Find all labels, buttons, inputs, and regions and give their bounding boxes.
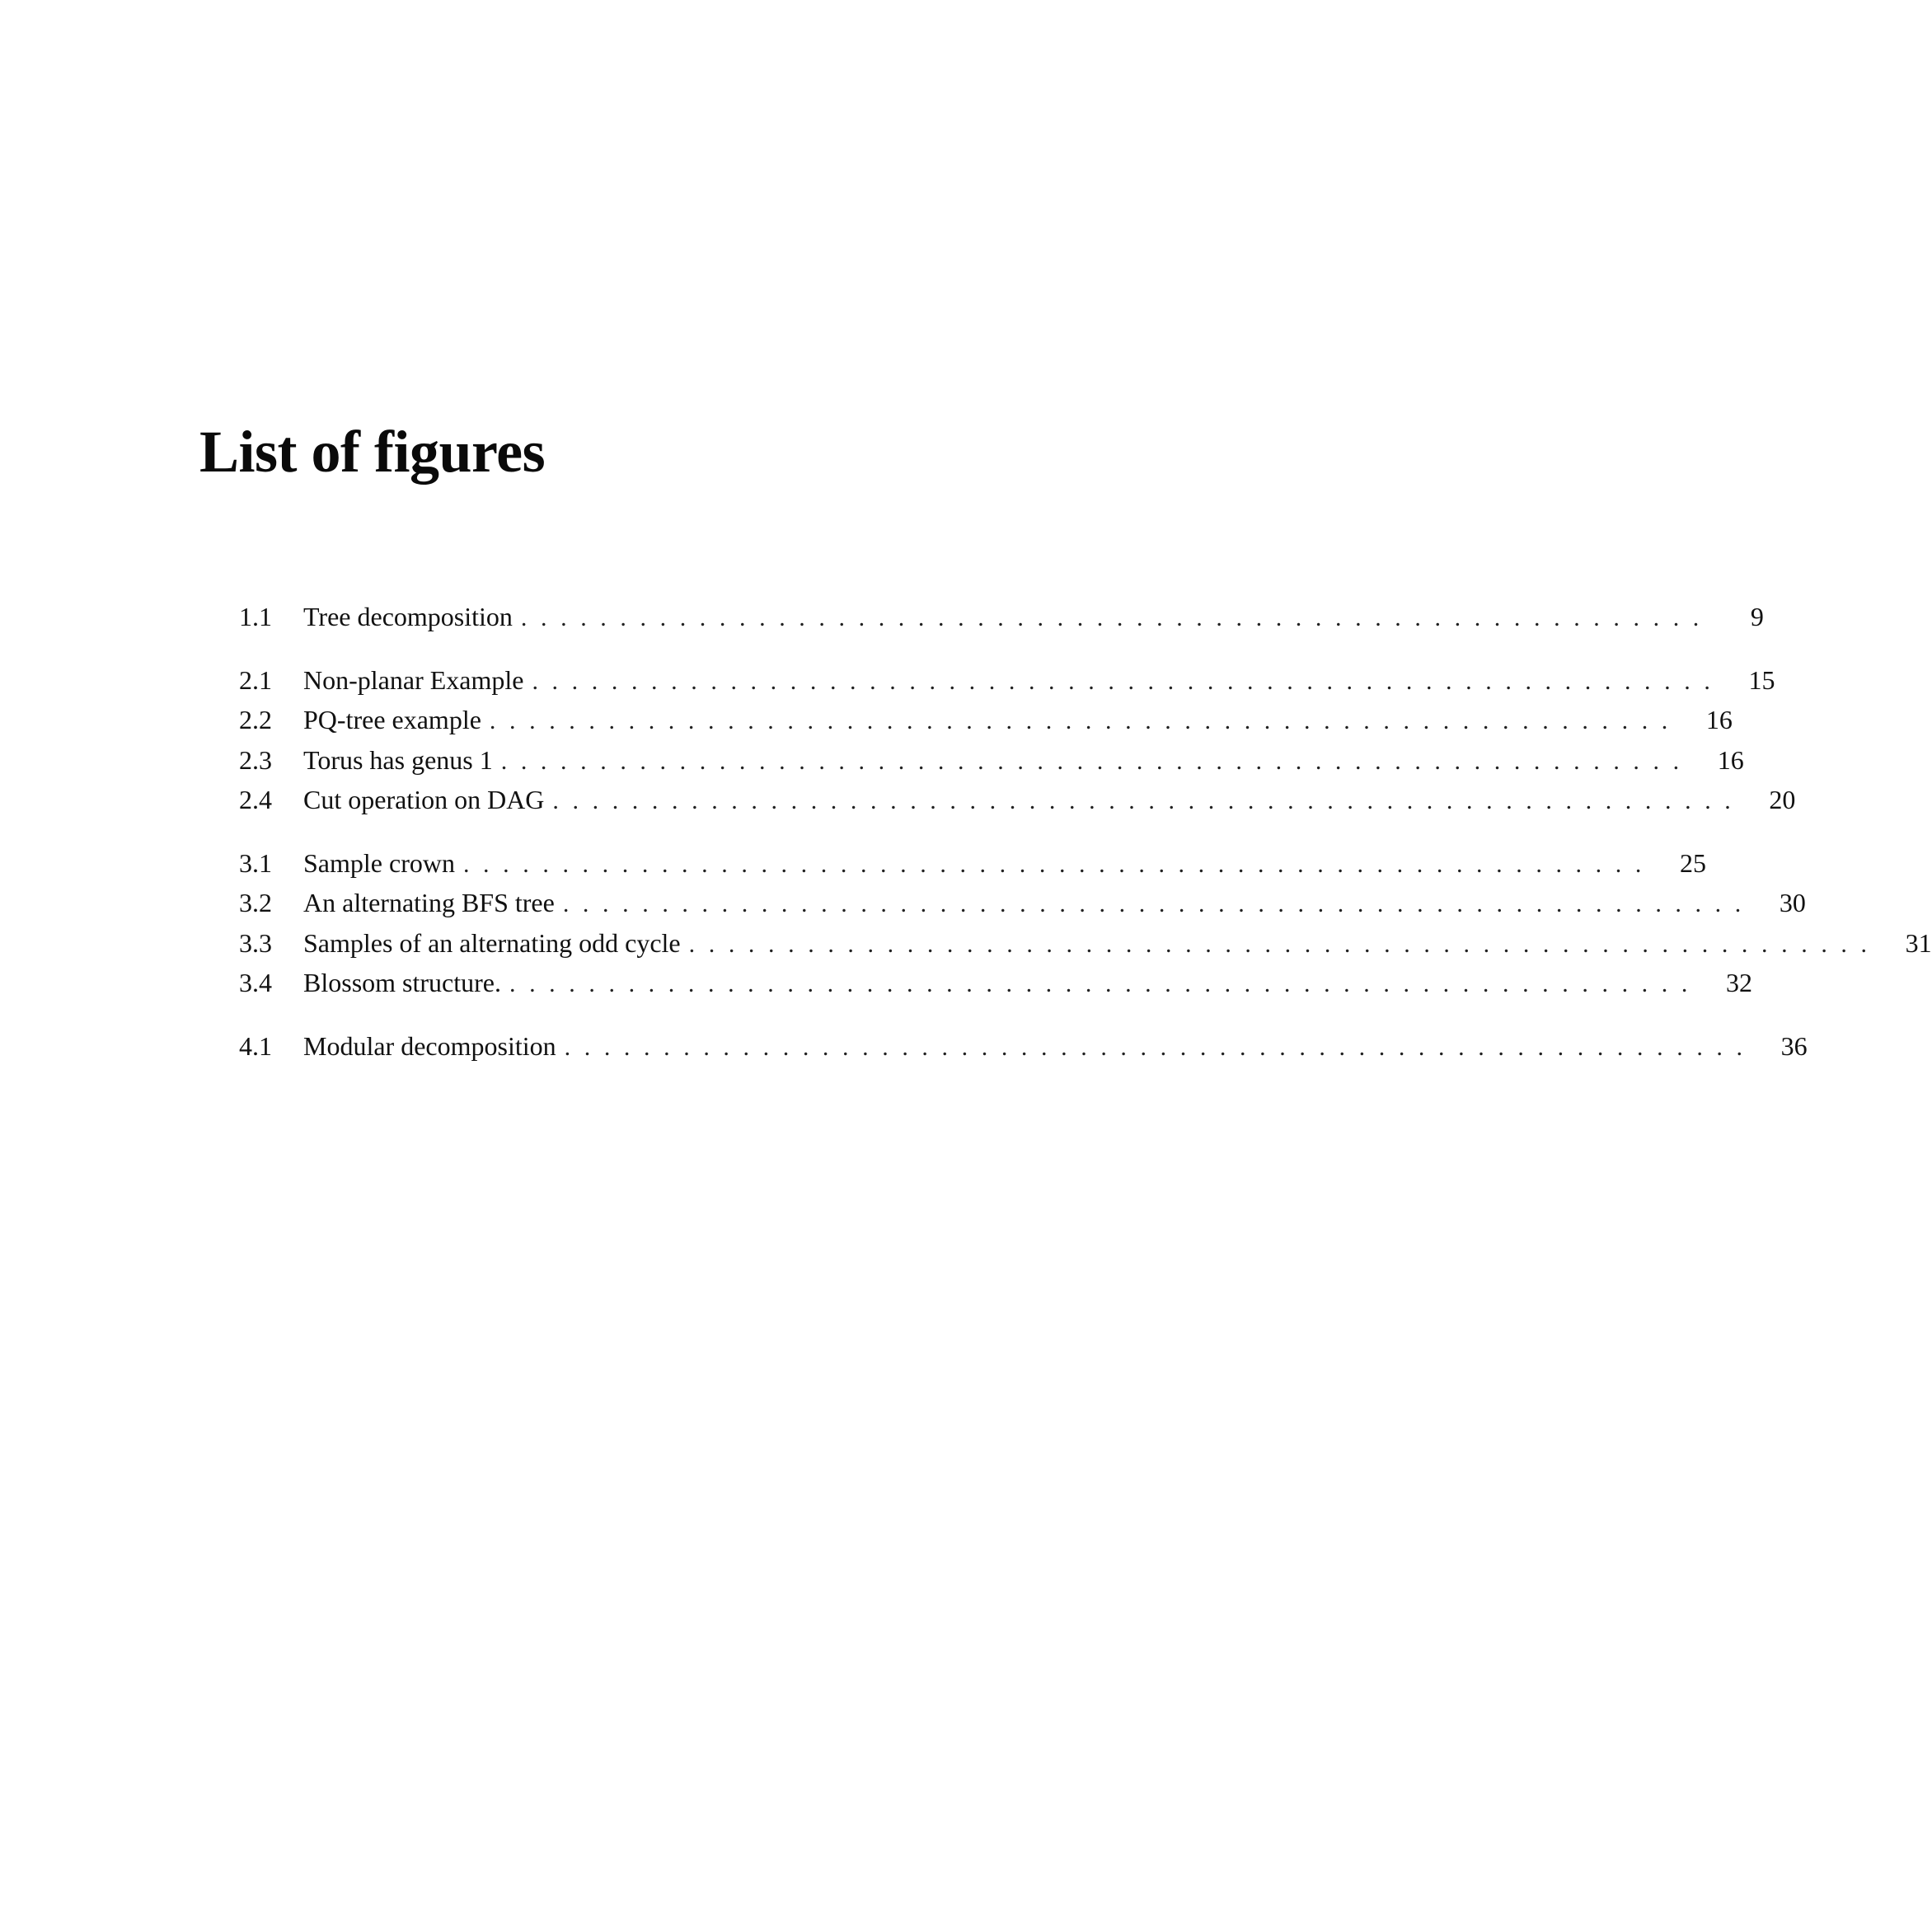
- dot-leader: ............................................................: [532, 667, 1724, 695]
- figure-number: 3.4: [239, 968, 272, 997]
- figure-page-number: 16: [1717, 744, 1744, 775]
- dot-leader: ............................................................: [552, 787, 1745, 814]
- chapter-1-group: [239, 597, 1764, 637]
- figure-title: Sample crown: [303, 847, 455, 878]
- figure-page-number: 9: [1750, 602, 1764, 631]
- chapter-2-group: [239, 660, 1796, 820]
- figure-title: PQ-tree example: [303, 705, 481, 734]
- figure-entry-3-3[interactable]: [239, 923, 1932, 964]
- figure-page-number: 15: [1748, 664, 1775, 695]
- page-title: List of figures: [199, 419, 546, 485]
- figure-page-number: 30: [1779, 888, 1806, 917]
- figure-entry-2-4[interactable]: [239, 780, 1796, 820]
- figure-entry-4-1[interactable]: [239, 1026, 1808, 1067]
- figure-number: 2.4: [239, 785, 272, 814]
- figure-number: 2.2: [239, 705, 272, 734]
- figure-title: Blossom structure.: [303, 968, 501, 997]
- figure-number: 2.1: [239, 664, 272, 695]
- dot-leader: ............................................................: [562, 890, 1755, 917]
- figure-page-number: 20: [1769, 785, 1796, 814]
- figure-title: Tree decomposition: [303, 602, 513, 631]
- dot-leader: ............................................................: [564, 1033, 1756, 1061]
- dot-leader: ............................................................: [520, 604, 1713, 631]
- dot-leader: ............................................................: [500, 747, 1693, 775]
- chapter-3-group: [239, 843, 1932, 1003]
- figure-page-number: 25: [1679, 847, 1706, 878]
- figure-title: Non-planar Example: [303, 664, 524, 695]
- figure-page-number: 16: [1705, 705, 1733, 734]
- figure-title: Torus has genus 1: [303, 744, 493, 775]
- figure-title: Modular decomposition: [303, 1030, 556, 1061]
- figure-number: 3.3: [239, 927, 272, 958]
- chapter-4-group: [239, 1026, 1808, 1067]
- dot-leader: ............................................................: [462, 850, 1655, 878]
- list-of-figures: [239, 597, 1932, 1066]
- figure-entry-3-4[interactable]: [239, 963, 1752, 1003]
- figure-number: 2.3: [239, 744, 272, 775]
- figure-entry-2-1[interactable]: [239, 660, 1775, 701]
- figure-page-number: 31: [1905, 927, 1932, 958]
- figure-page-number: 36: [1780, 1030, 1808, 1061]
- dot-leader: ............................................................: [509, 970, 1701, 997]
- figure-entry-2-3[interactable]: [239, 740, 1744, 781]
- dot-leader: ............................................................: [688, 930, 1881, 958]
- figure-title: An alternating BFS tree: [303, 888, 555, 917]
- figure-number: 3.1: [239, 847, 272, 878]
- figure-title: Cut operation on DAG: [303, 785, 545, 814]
- figure-entry-2-2[interactable]: [239, 700, 1733, 740]
- figure-title: Samples of an alternating odd cycle: [303, 927, 681, 958]
- figure-number: 4.1: [239, 1030, 272, 1061]
- figure-entry-1-1[interactable]: [239, 597, 1764, 637]
- dot-leader: ............................................................: [489, 707, 1681, 734]
- figure-page-number: 32: [1725, 968, 1752, 997]
- figure-number: 3.2: [239, 888, 272, 917]
- figure-entry-3-1[interactable]: [239, 843, 1706, 884]
- figure-entry-3-2[interactable]: [239, 883, 1806, 923]
- figure-number: 1.1: [239, 602, 272, 631]
